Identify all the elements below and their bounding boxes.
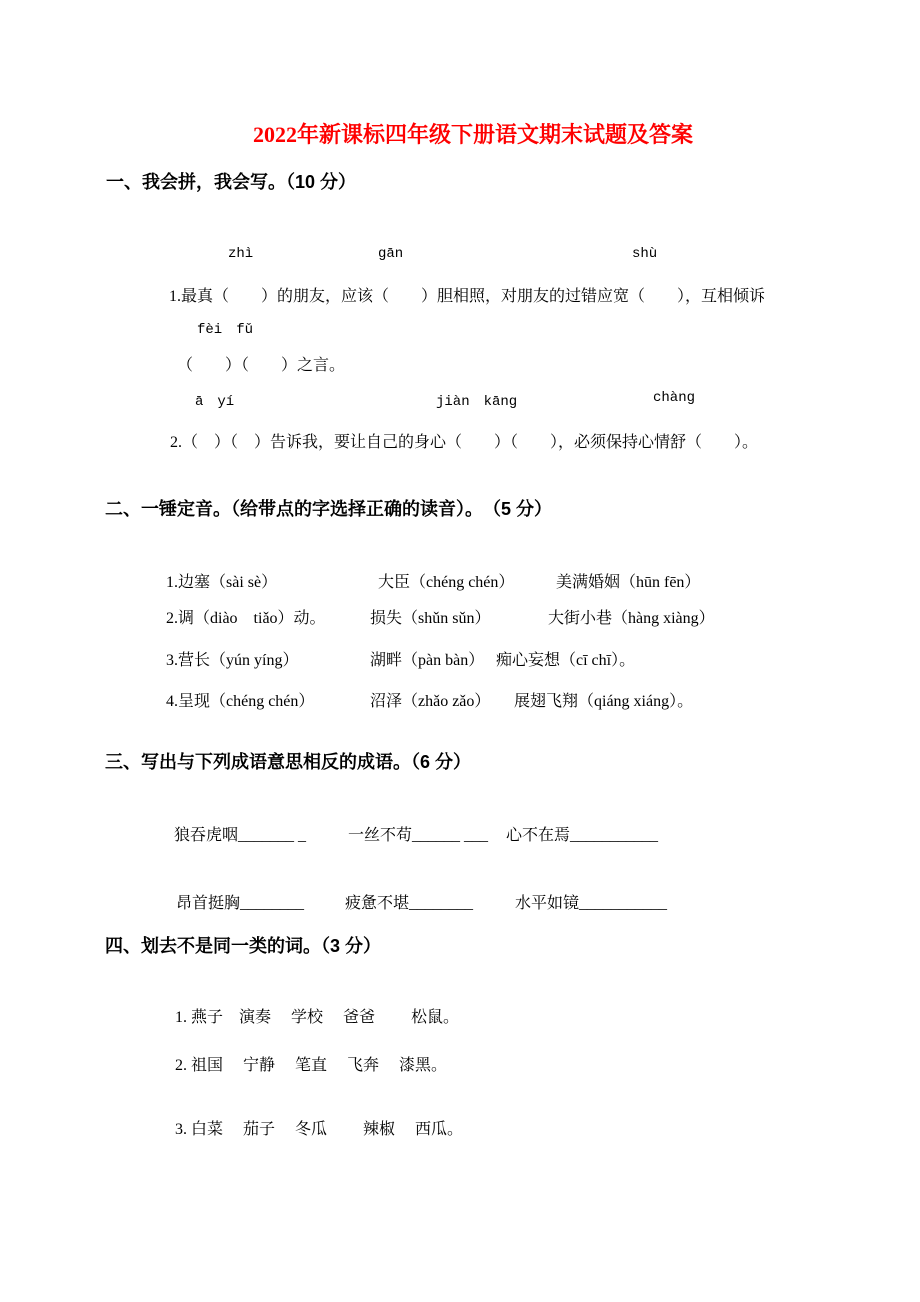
s2-row4-word1: 4.呈现（chéng chén） xyxy=(166,693,315,710)
question1-line1: 1.最真（ ）的朋友，应该（ ）胆相照，对朋友的过错应宽（ ），互相倾诉 xyxy=(169,288,766,305)
s2-row2-word1: 2.调（diào tiǎo）动。 xyxy=(166,610,326,627)
pinyin-fei-fu: fèi fǔ xyxy=(197,322,254,338)
pinyin-a-yi: ā yí xyxy=(195,394,235,410)
s2-row1-word3: 美满婚姻（hūn fēn） xyxy=(556,574,701,591)
s2-row1-word1: 1.边塞（sài sè） xyxy=(166,574,278,591)
s4-item1: 1. 燕子 演奏 学校 爸爸 松鼠。 xyxy=(175,1009,460,1026)
section3-heading: 三、写出与下列成语意思相反的成语。（6 分） xyxy=(105,752,472,772)
s3-row1-blank3: 心不在焉___________ xyxy=(506,827,659,844)
section4-heading: 四、划去不是同一类的词。（3 分） xyxy=(105,936,382,956)
pinyin-gan: gān xyxy=(378,246,404,262)
s4-item2: 2. 祖国 宁静 笔直 飞奔 漆黑。 xyxy=(175,1057,448,1074)
s2-row2-word2: 损失（shǔn sǔn） xyxy=(370,610,491,627)
s2-row4-word3: 展翅飞翔（qiáng xiáng）。 xyxy=(514,693,694,710)
pinyin-zhi: zhì xyxy=(228,246,254,262)
pinyin-jian-kang: jiàn kāng xyxy=(436,394,518,410)
s3-row1-blank2: 一丝不苟______ ___ xyxy=(348,827,489,844)
section1-heading: 一、我会拼，我会写。（10 分） xyxy=(106,172,357,192)
pinyin-shu: shù xyxy=(632,246,658,262)
s3-row2-blank3: 水平如镜___________ xyxy=(515,895,668,912)
s3-row1-blank1: 狼吞虎咽_______ _ xyxy=(174,827,307,844)
question2-line: 2.（ ）（ ）告诉我，要让自己的身心（ ）（ ），必须保持心情舒（ ）。 xyxy=(170,434,759,451)
s2-row3-word3: 痴心妄想（cī chī）。 xyxy=(496,652,636,669)
s4-item3: 3. 白菜 茄子 冬瓜 辣椒 西瓜。 xyxy=(175,1121,464,1138)
s2-row3-word2: 湖畔（pàn bàn） xyxy=(370,652,485,669)
document-title: 2022年新课标四年级下册语文期末试题及答案 xyxy=(252,122,693,147)
pinyin-chang: chàng xyxy=(653,390,696,406)
s3-row2-blank1: 昂首挺胸________ xyxy=(176,895,305,912)
section2-heading: 二、一锤定音。（给带点的字选择正确的读音）。 （5 分） xyxy=(105,499,553,519)
question1-line2: （ ）（ ）之言。 xyxy=(177,357,346,374)
s2-row4-word2: 沼泽（zhǎo zǎo） xyxy=(370,693,491,710)
s2-row3-word1: 3.营长（yún yíng） xyxy=(166,652,299,669)
s3-row2-blank2: 疲惫不堪________ xyxy=(345,895,474,912)
s2-row1-word2: 大臣（chéng chén） xyxy=(378,574,515,591)
s2-row2-word3: 大街小巷（hàng xiàng） xyxy=(548,610,715,627)
